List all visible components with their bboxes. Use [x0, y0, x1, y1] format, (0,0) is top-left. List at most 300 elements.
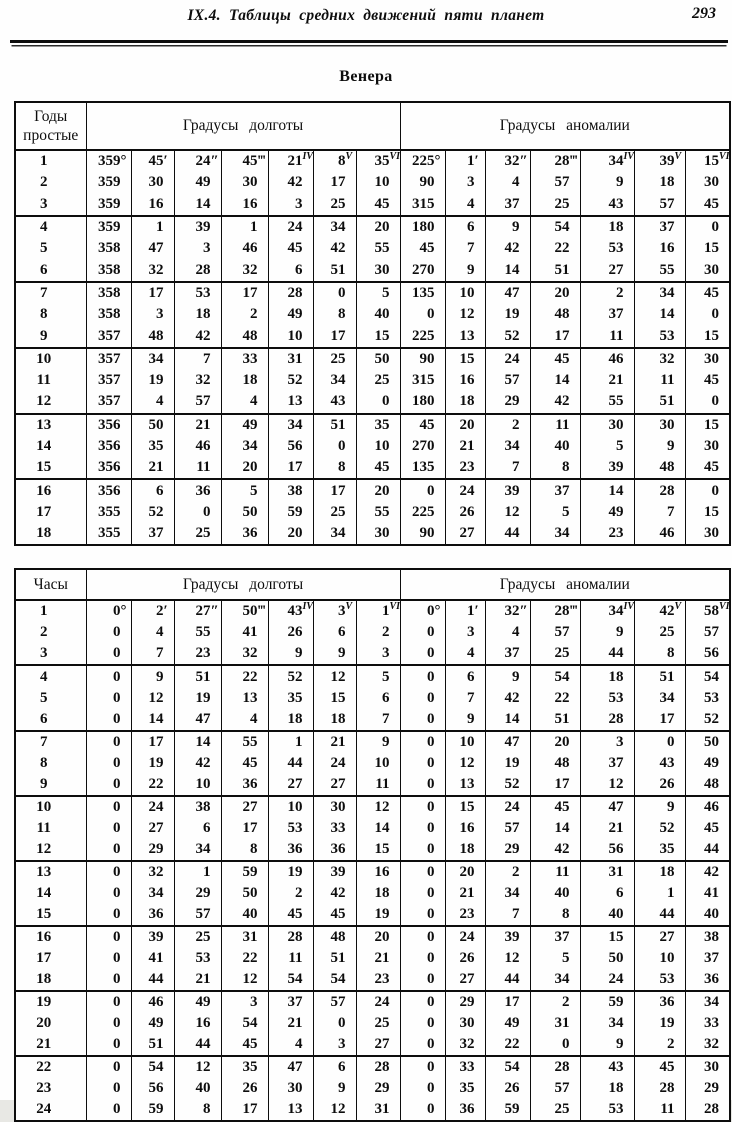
value-cell: 12	[131, 688, 174, 709]
value-cell: 51	[131, 1034, 174, 1056]
value-cell: 57	[530, 1078, 580, 1099]
value-cell: 59	[485, 1099, 530, 1121]
table-row	[15, 216, 730, 238]
value-cell: 0	[86, 1056, 131, 1078]
value-cell: 46	[131, 991, 174, 1013]
value-cell: 33	[313, 818, 356, 839]
year-label-cell: 15	[15, 457, 86, 479]
years-corner-header: Годы простые	[15, 102, 86, 150]
value-cell: 37	[580, 304, 634, 325]
hour-label-cell: 14	[15, 883, 86, 904]
value-cell: 45	[685, 457, 730, 479]
value-cell: 49	[685, 753, 730, 774]
value-cell: 30	[685, 259, 730, 281]
value-cell: 15	[356, 839, 400, 861]
value-cell: 52	[485, 325, 530, 347]
value-cell: 27	[268, 774, 313, 796]
value-cell: 41	[131, 948, 174, 969]
value-cell: 43	[580, 194, 634, 216]
value-cell: 225	[400, 502, 445, 523]
value-cell: 24	[485, 796, 530, 818]
value-cell: 44	[580, 643, 634, 665]
value-cell: 50	[685, 731, 730, 753]
value-cell: 2	[221, 304, 268, 325]
value-cell: 53	[580, 1099, 634, 1121]
value-cell: 28	[530, 1056, 580, 1078]
page-header	[0, 0, 732, 31]
value-cell: 9	[131, 665, 174, 687]
value-cell: 11	[530, 414, 580, 436]
table-row	[15, 1078, 730, 1099]
value-cell: 40	[580, 904, 634, 926]
table-row	[15, 818, 730, 839]
value-cell: 20	[356, 216, 400, 238]
value-cell: 4	[485, 172, 530, 193]
value-cell: 0	[400, 883, 445, 904]
hours-table-body	[15, 600, 730, 1121]
value-cell: 5	[530, 948, 580, 969]
value-cell: 10	[356, 172, 400, 193]
value-cell: 34	[634, 282, 685, 304]
table-row	[15, 688, 730, 709]
table-row	[15, 172, 730, 193]
value-cell: 15	[313, 688, 356, 709]
value-cell: 0	[400, 1034, 445, 1056]
value-cell: 19	[268, 861, 313, 883]
value-cell: 17	[530, 325, 580, 347]
value-cell: 34	[634, 688, 685, 709]
table-row	[15, 370, 730, 391]
value-cell: 37	[685, 948, 730, 969]
value-cell: 0	[86, 1013, 131, 1034]
table-row	[15, 414, 730, 436]
table-row	[15, 259, 730, 281]
value-cell: 29	[131, 839, 174, 861]
value-cell: 1	[174, 861, 221, 883]
year-label-cell: 7	[15, 282, 86, 304]
value-cell: 17	[485, 991, 530, 1013]
value-cell: 15	[445, 796, 485, 818]
value-cell: 23	[356, 969, 400, 991]
value-cell: $34^{IV}$	[580, 600, 634, 622]
value-cell: 42	[530, 391, 580, 413]
years-table-header-row	[15, 102, 730, 150]
value-cell: 26	[268, 622, 313, 643]
value-cell: 42	[485, 688, 530, 709]
value-cell: 55	[174, 622, 221, 643]
value-cell: 5	[356, 665, 400, 687]
value-cell: 51	[313, 414, 356, 436]
value-cell: 15	[685, 325, 730, 347]
value-cell: 28	[634, 1078, 685, 1099]
value-cell: 45′	[131, 150, 174, 172]
value-cell: 90	[400, 523, 445, 545]
value-cell: 3	[268, 194, 313, 216]
value-cell: 12	[485, 502, 530, 523]
value-cell: 14	[356, 818, 400, 839]
value-cell: 59	[580, 991, 634, 1013]
value-cell: 50	[131, 414, 174, 436]
value-cell: 30	[580, 414, 634, 436]
value-cell: 1	[268, 731, 313, 753]
header-rule	[10, 40, 728, 45]
table-row	[15, 325, 730, 347]
value-cell: 7	[485, 904, 530, 926]
value-cell: 20	[445, 861, 485, 883]
value-cell: 21	[174, 414, 221, 436]
value-cell: 49	[131, 1013, 174, 1034]
value-cell: 3	[313, 1034, 356, 1056]
value-cell: 37	[530, 926, 580, 948]
table-row	[15, 523, 730, 545]
value-cell: 0	[86, 796, 131, 818]
value-cell: 37	[530, 479, 580, 501]
value-cell: 46	[685, 796, 730, 818]
value-cell: 0	[86, 926, 131, 948]
value-cell: 357	[86, 370, 131, 391]
value-cell: 32	[634, 348, 685, 370]
value-cell: 28‴	[530, 150, 580, 172]
value-cell: 24	[356, 991, 400, 1013]
value-cell: 17	[634, 709, 685, 731]
value-cell: 26	[485, 1078, 530, 1099]
value-cell: 48	[530, 304, 580, 325]
value-cell: 45	[685, 194, 730, 216]
value-cell: 17	[131, 731, 174, 753]
year-label-cell: 14	[15, 436, 86, 457]
value-cell: 15	[685, 414, 730, 436]
value-cell: 358	[86, 238, 131, 259]
value-cell: 5	[221, 479, 268, 501]
value-cell: 53	[634, 325, 685, 347]
table-row	[15, 457, 730, 479]
value-cell: 54	[313, 969, 356, 991]
value-cell: 35	[356, 414, 400, 436]
value-cell: 31	[356, 1099, 400, 1121]
value-cell: 315	[400, 194, 445, 216]
value-cell: 19	[485, 753, 530, 774]
value-cell: 22	[530, 688, 580, 709]
value-cell: 35	[221, 1056, 268, 1078]
value-cell: 42	[313, 238, 356, 259]
value-cell: 21	[131, 457, 174, 479]
value-cell: 3	[356, 643, 400, 665]
value-cell: 16	[634, 238, 685, 259]
table-row	[15, 150, 730, 172]
value-cell: 28	[685, 1099, 730, 1121]
value-cell: 14	[580, 479, 634, 501]
value-cell: 0	[174, 502, 221, 523]
value-cell: 10	[445, 731, 485, 753]
years-longitude-group-header: Градусы долготы	[86, 102, 400, 150]
value-cell: 45	[685, 282, 730, 304]
value-cell: 30	[685, 1056, 730, 1078]
value-cell: 0	[400, 753, 445, 774]
year-label-cell: 13	[15, 414, 86, 436]
value-cell: 18	[221, 370, 268, 391]
value-cell: 17	[313, 172, 356, 193]
value-cell: 13	[445, 325, 485, 347]
value-cell: 18	[634, 172, 685, 193]
value-cell: 57	[485, 818, 530, 839]
value-cell: 18	[580, 1078, 634, 1099]
value-cell: 26	[445, 948, 485, 969]
value-cell: 34	[174, 839, 221, 861]
value-cell: 37	[485, 643, 530, 665]
value-cell: 45	[356, 457, 400, 479]
value-cell: 44	[634, 904, 685, 926]
hour-label-cell: 22	[15, 1056, 86, 1078]
value-cell: 6	[445, 665, 485, 687]
value-cell: 0	[400, 839, 445, 861]
value-cell: 32	[174, 370, 221, 391]
value-cell: 22	[485, 1034, 530, 1056]
value-cell: 39	[313, 861, 356, 883]
value-cell: 0	[313, 1013, 356, 1034]
table-row	[15, 796, 730, 818]
value-cell: $58^{VI}$	[685, 600, 730, 622]
value-cell: 45	[530, 796, 580, 818]
value-cell: 48	[685, 774, 730, 796]
value-cell: 45	[634, 1056, 685, 1078]
value-cell: 54	[131, 1056, 174, 1078]
table-row	[15, 709, 730, 731]
value-cell: 29	[445, 991, 485, 1013]
value-cell: 33	[685, 1013, 730, 1034]
value-cell: 3	[445, 622, 485, 643]
value-cell: 51	[313, 948, 356, 969]
value-cell: 0	[685, 304, 730, 325]
value-cell: 9	[445, 709, 485, 731]
value-cell: 0	[400, 948, 445, 969]
value-cell: 0	[86, 991, 131, 1013]
value-cell: 27	[445, 523, 485, 545]
value-cell: 24	[445, 926, 485, 948]
value-cell: 19	[485, 304, 530, 325]
value-cell: 40	[221, 904, 268, 926]
years-anomaly-group-header: Градусы аномалии	[400, 102, 730, 150]
hour-label-cell: 3	[15, 643, 86, 665]
value-cell: 17	[313, 325, 356, 347]
value-cell: 8	[634, 643, 685, 665]
value-cell: 28‴	[530, 600, 580, 622]
value-cell: 11	[268, 948, 313, 969]
value-cell: 12	[580, 774, 634, 796]
value-cell: 358	[86, 304, 131, 325]
value-cell: 34	[313, 523, 356, 545]
value-cell: 10	[356, 753, 400, 774]
value-cell: 15	[685, 238, 730, 259]
value-cell: 9	[580, 1034, 634, 1056]
value-cell: 52	[485, 774, 530, 796]
value-cell: 27	[313, 774, 356, 796]
value-cell: 3	[445, 172, 485, 193]
value-cell: 17	[221, 282, 268, 304]
value-cell: 14	[174, 194, 221, 216]
value-cell: 34	[313, 216, 356, 238]
value-cell: 13	[445, 774, 485, 796]
value-cell: 3	[174, 238, 221, 259]
value-cell: 31	[580, 861, 634, 883]
value-cell: 57	[685, 622, 730, 643]
value-cell: 8	[313, 457, 356, 479]
value-cell: 18	[580, 665, 634, 687]
value-cell: 44	[485, 969, 530, 991]
value-cell: 52	[131, 502, 174, 523]
value-cell: 0	[400, 304, 445, 325]
table-row	[15, 1099, 730, 1121]
value-cell: 27	[445, 969, 485, 991]
page-number: 293	[692, 5, 716, 22]
value-cell: 32	[131, 861, 174, 883]
year-label-cell: 2	[15, 172, 86, 193]
value-cell: 33	[221, 348, 268, 370]
value-cell: 36	[221, 774, 268, 796]
value-cell: 0	[400, 688, 445, 709]
value-cell: 1′	[445, 150, 485, 172]
value-cell: 25	[313, 348, 356, 370]
value-cell: 36	[268, 839, 313, 861]
table-row	[15, 991, 730, 1013]
table-row	[15, 282, 730, 304]
value-cell: 9	[445, 259, 485, 281]
value-cell: 34	[221, 436, 268, 457]
value-cell: 15	[445, 348, 485, 370]
value-cell: $15^{VI}$	[685, 150, 730, 172]
value-cell: 56	[685, 643, 730, 665]
hour-label-cell: 21	[15, 1034, 86, 1056]
value-cell: 12	[221, 969, 268, 991]
value-cell: 40	[356, 304, 400, 325]
value-cell: 4	[221, 709, 268, 731]
value-cell: 30	[685, 348, 730, 370]
value-cell: 55	[221, 731, 268, 753]
hour-label-cell: 19	[15, 991, 86, 1013]
value-cell: 57	[174, 391, 221, 413]
value-cell: 0	[86, 1078, 131, 1099]
value-cell: 30	[356, 259, 400, 281]
value-cell: 21	[174, 969, 221, 991]
value-cell: 21	[313, 731, 356, 753]
value-cell: 1	[131, 216, 174, 238]
value-cell: 0	[86, 839, 131, 861]
value-cell: 1′	[445, 600, 485, 622]
value-cell: 49	[580, 502, 634, 523]
value-cell: 21	[356, 948, 400, 969]
value-cell: 0°	[86, 600, 131, 622]
value-cell: 28	[174, 259, 221, 281]
value-cell: 357	[86, 348, 131, 370]
value-cell: 56	[268, 436, 313, 457]
value-cell: 20	[268, 523, 313, 545]
value-cell: 54	[530, 216, 580, 238]
table-row	[15, 391, 730, 413]
hour-label-cell: 24	[15, 1099, 86, 1121]
value-cell: 43	[580, 1056, 634, 1078]
value-cell: 49	[485, 1013, 530, 1034]
value-cell: 57	[174, 904, 221, 926]
value-cell: $34^{IV}$	[580, 150, 634, 172]
value-cell: 40	[685, 904, 730, 926]
value-cell: 35	[634, 839, 685, 861]
value-cell: $39^V$	[634, 150, 685, 172]
value-cell: 16	[174, 1013, 221, 1034]
value-cell: 59	[221, 861, 268, 883]
value-cell: 180	[400, 216, 445, 238]
hour-label-cell: 20	[15, 1013, 86, 1034]
value-cell: 28	[580, 709, 634, 731]
hour-label-cell: 17	[15, 948, 86, 969]
value-cell: 359	[86, 172, 131, 193]
value-cell: 25	[313, 502, 356, 523]
value-cell: 57	[530, 622, 580, 643]
value-cell: 135	[400, 282, 445, 304]
value-cell: 34	[485, 436, 530, 457]
value-cell: 6	[174, 818, 221, 839]
value-cell: 50‴	[221, 600, 268, 622]
value-cell: 0	[313, 436, 356, 457]
table-row	[15, 948, 730, 969]
value-cell: 54	[530, 665, 580, 687]
value-cell: 45	[221, 1034, 268, 1056]
table-row	[15, 1034, 730, 1056]
value-cell: 27	[580, 259, 634, 281]
value-cell: 356	[86, 414, 131, 436]
value-cell: 6	[131, 479, 174, 501]
value-cell: 34	[131, 883, 174, 904]
value-cell: 51	[530, 709, 580, 731]
table-row	[15, 839, 730, 861]
value-cell: 30	[356, 523, 400, 545]
value-cell: 135	[400, 457, 445, 479]
value-cell: 5	[356, 282, 400, 304]
value-cell: 20	[530, 282, 580, 304]
value-cell: 19	[174, 688, 221, 709]
value-cell: 8	[174, 1099, 221, 1121]
value-cell: 49	[174, 991, 221, 1013]
value-cell: 0	[86, 969, 131, 991]
value-cell: 20	[221, 457, 268, 479]
value-cell: 10	[634, 948, 685, 969]
value-cell: 36	[174, 479, 221, 501]
hours-table	[14, 568, 731, 1122]
value-cell: 34	[131, 348, 174, 370]
value-cell: 48	[530, 753, 580, 774]
value-cell: 52	[268, 370, 313, 391]
value-cell: 357	[86, 391, 131, 413]
value-cell: 33	[445, 1056, 485, 1078]
value-cell: 11	[634, 1099, 685, 1121]
value-cell: 46	[174, 436, 221, 457]
value-cell: 32	[685, 1034, 730, 1056]
value-cell: 0	[400, 731, 445, 753]
value-cell: 0	[400, 904, 445, 926]
hour-label-cell: 4	[15, 665, 86, 687]
value-cell: 2	[634, 1034, 685, 1056]
value-cell: 0	[634, 731, 685, 753]
value-cell: 0	[86, 774, 131, 796]
hour-label-cell: 8	[15, 753, 86, 774]
value-cell: 47	[485, 282, 530, 304]
hour-label-cell: 10	[15, 796, 86, 818]
table-row	[15, 926, 730, 948]
value-cell: 0	[86, 948, 131, 969]
year-label-cell: 18	[15, 523, 86, 545]
value-cell: 2	[485, 414, 530, 436]
value-cell: 19	[131, 370, 174, 391]
value-cell: 34	[580, 1013, 634, 1034]
value-cell: 41	[685, 883, 730, 904]
